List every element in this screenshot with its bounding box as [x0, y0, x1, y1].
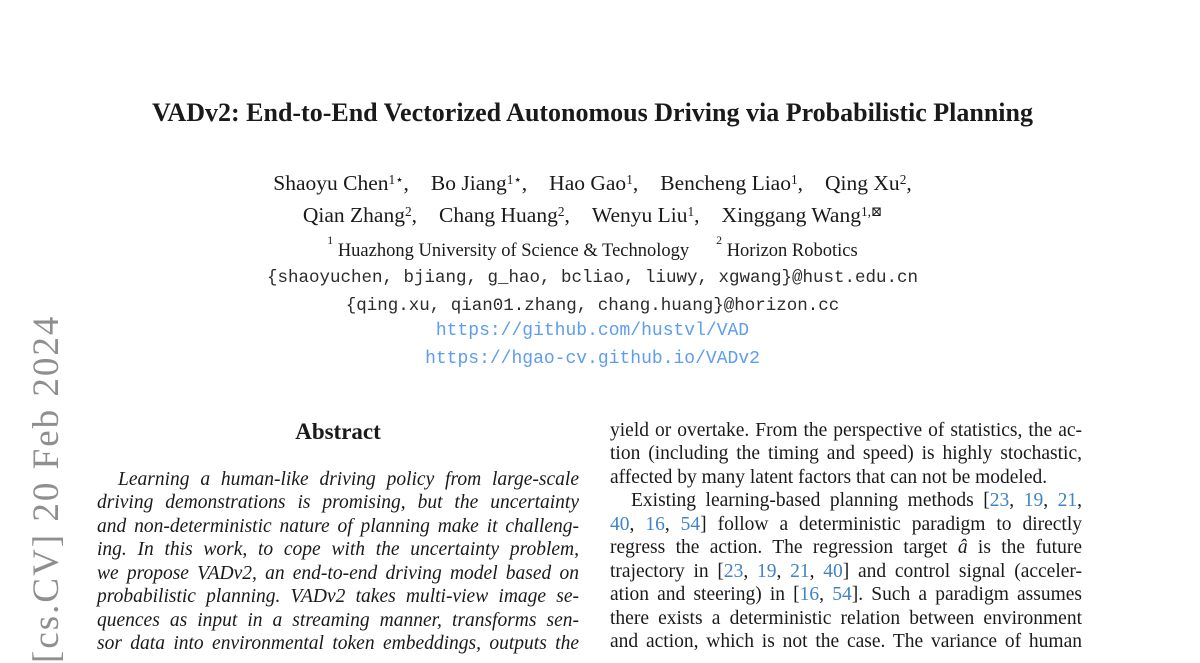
citation-link[interactable]: 23: [723, 560, 744, 582]
citation-link[interactable]: 54: [832, 584, 852, 606]
author: [660, 171, 803, 195]
author-name: Xinggang Wang: [721, 202, 861, 227]
author-list: [0, 169, 1185, 232]
author: [549, 171, 638, 195]
citation-link[interactable]: 23: [989, 490, 1010, 512]
affiliation-name: Huazhong University of Science & Technology: [333, 241, 690, 262]
body-column: [610, 419, 1082, 654]
arxiv-stamp: [cs.CV] 20 Feb 2024: [26, 314, 67, 663]
citation-link[interactable]: 40: [823, 560, 843, 582]
body-line: ation and steering) in [16, 54]. Such a paradigm assumes: [610, 584, 1083, 606]
author-name: Qing Xu: [825, 171, 900, 195]
math-symbol: â: [957, 537, 968, 559]
author-separator: ,: [564, 202, 570, 227]
abstract-line: Learning a human-like driving policy from large-scale: [118, 469, 579, 490]
author-superscript: 1: [626, 172, 633, 188]
citation-link[interactable]: 40: [610, 513, 630, 535]
author-name: Hao Gao: [549, 171, 627, 195]
body-line: and action, which is not the case. The variance of human: [610, 631, 1082, 653]
citation-link[interactable]: 19: [757, 560, 777, 582]
body-line: yield or overtake. From the perspective of statistics, the ac-: [610, 420, 1082, 441]
body-line: there exists a deterministic relation between environment: [610, 607, 1082, 629]
affiliation-superscript: 2: [716, 233, 723, 248]
abstract-line: quences as input in a streaming manner, transforms sen-: [97, 609, 579, 631]
citation-link[interactable]: 21: [790, 560, 810, 582]
author-separator: ,: [521, 171, 528, 195]
email-line: {shaoyuchen, bjiang, g_hao, bcliao, liuwy, xgwang}@hust.edu.cn: [266, 268, 919, 288]
abstract-heading: Abstract: [295, 419, 381, 444]
abstract-line: sor data into environmental token embeddings, outputs the: [97, 633, 579, 655]
author-name: Shaoyu Chen: [273, 171, 389, 195]
author-superscript: 2: [557, 203, 565, 219]
citation-link[interactable]: 54: [680, 513, 701, 535]
author: [431, 171, 527, 195]
paper-title: VADv2: End-to-End Vectorized Autonomous Driving via Probabilistic Planning: [152, 98, 1033, 127]
author-superscript: 1,⊠: [860, 203, 883, 219]
email-line: {qing.xu, qian01.zhang, chang.huang}@horizon.cc: [345, 296, 840, 317]
body-line: regress the action. The regression target â is the future: [610, 537, 1082, 559]
body-line: 40, 16, 54] follow a deterministic paradigm to directly: [610, 513, 1083, 535]
author-name: Bencheng Liao: [660, 171, 791, 195]
author-separator: ,: [906, 171, 912, 195]
affiliation-line: [0, 233, 1185, 262]
paper-link[interactable]: https://github.com/hustvl/VAD: [435, 321, 750, 341]
abstract-line: we propose VADv2, an end-to-end driving model based on: [97, 562, 579, 584]
author-separator: ,: [403, 171, 409, 195]
author-line-2: [0, 201, 1185, 233]
author-superscript: 1: [790, 172, 798, 188]
author-name: Bo Jiang: [430, 171, 507, 195]
body-line: tion (including the timing and speed) is highly stochastic,: [610, 443, 1082, 465]
body-line: Existing learning-based planning methods [23, 19, 21,: [631, 490, 1082, 512]
author: [439, 203, 570, 227]
author-name: Qian Zhang: [302, 202, 405, 227]
author-separator: ,: [411, 202, 418, 227]
author-name: Chang Huang: [439, 202, 558, 227]
author-name: Wenyu Liu: [591, 202, 688, 227]
author-line-1: [0, 169, 1185, 201]
paper-link[interactable]: https://hgao-cv.github.io/VADv2: [425, 348, 760, 369]
author-separator: ,: [797, 171, 804, 195]
citation-link[interactable]: 19: [1023, 490, 1044, 512]
affiliation-superscript: 1: [327, 233, 334, 248]
abstract-line: driving demonstrations is promising, but the uncertainty: [97, 492, 579, 514]
author: [303, 203, 417, 227]
author-separator: ,: [632, 171, 639, 195]
abstract-line: probabilistic planning. VADv2 takes multi-view image se-: [97, 586, 579, 608]
author: [273, 171, 409, 195]
author: [825, 171, 912, 195]
abstract-line: and non-deterministic nature of planning make it challeng-: [97, 515, 579, 537]
author: [592, 203, 700, 227]
citation-link[interactable]: 21: [1057, 490, 1078, 512]
body-line: trajectory in [23, 19, 21, 40] and control signal (acceler-: [610, 560, 1082, 582]
body-line: affected by many latent factors that can not be modeled.: [610, 466, 1048, 488]
author-superscript: 1⋆: [506, 172, 522, 188]
author-superscript: 1⋆: [388, 172, 404, 188]
abstract-column: [97, 468, 579, 656]
citation-link[interactable]: 16: [799, 584, 820, 606]
author-superscript: 2: [899, 172, 907, 188]
author-separator: ,: [694, 202, 700, 227]
affiliation-name: Horizon Robotics: [722, 241, 858, 262]
abstract-line: ing. In this work, to cope with the uncertainty problem,: [97, 539, 579, 561]
link-block: [0, 318, 1185, 373]
author-superscript: 2: [404, 203, 412, 219]
author-superscript: 1: [687, 203, 695, 219]
citation-link[interactable]: 16: [645, 513, 665, 535]
email-block: [0, 264, 1185, 320]
author: [722, 203, 883, 227]
